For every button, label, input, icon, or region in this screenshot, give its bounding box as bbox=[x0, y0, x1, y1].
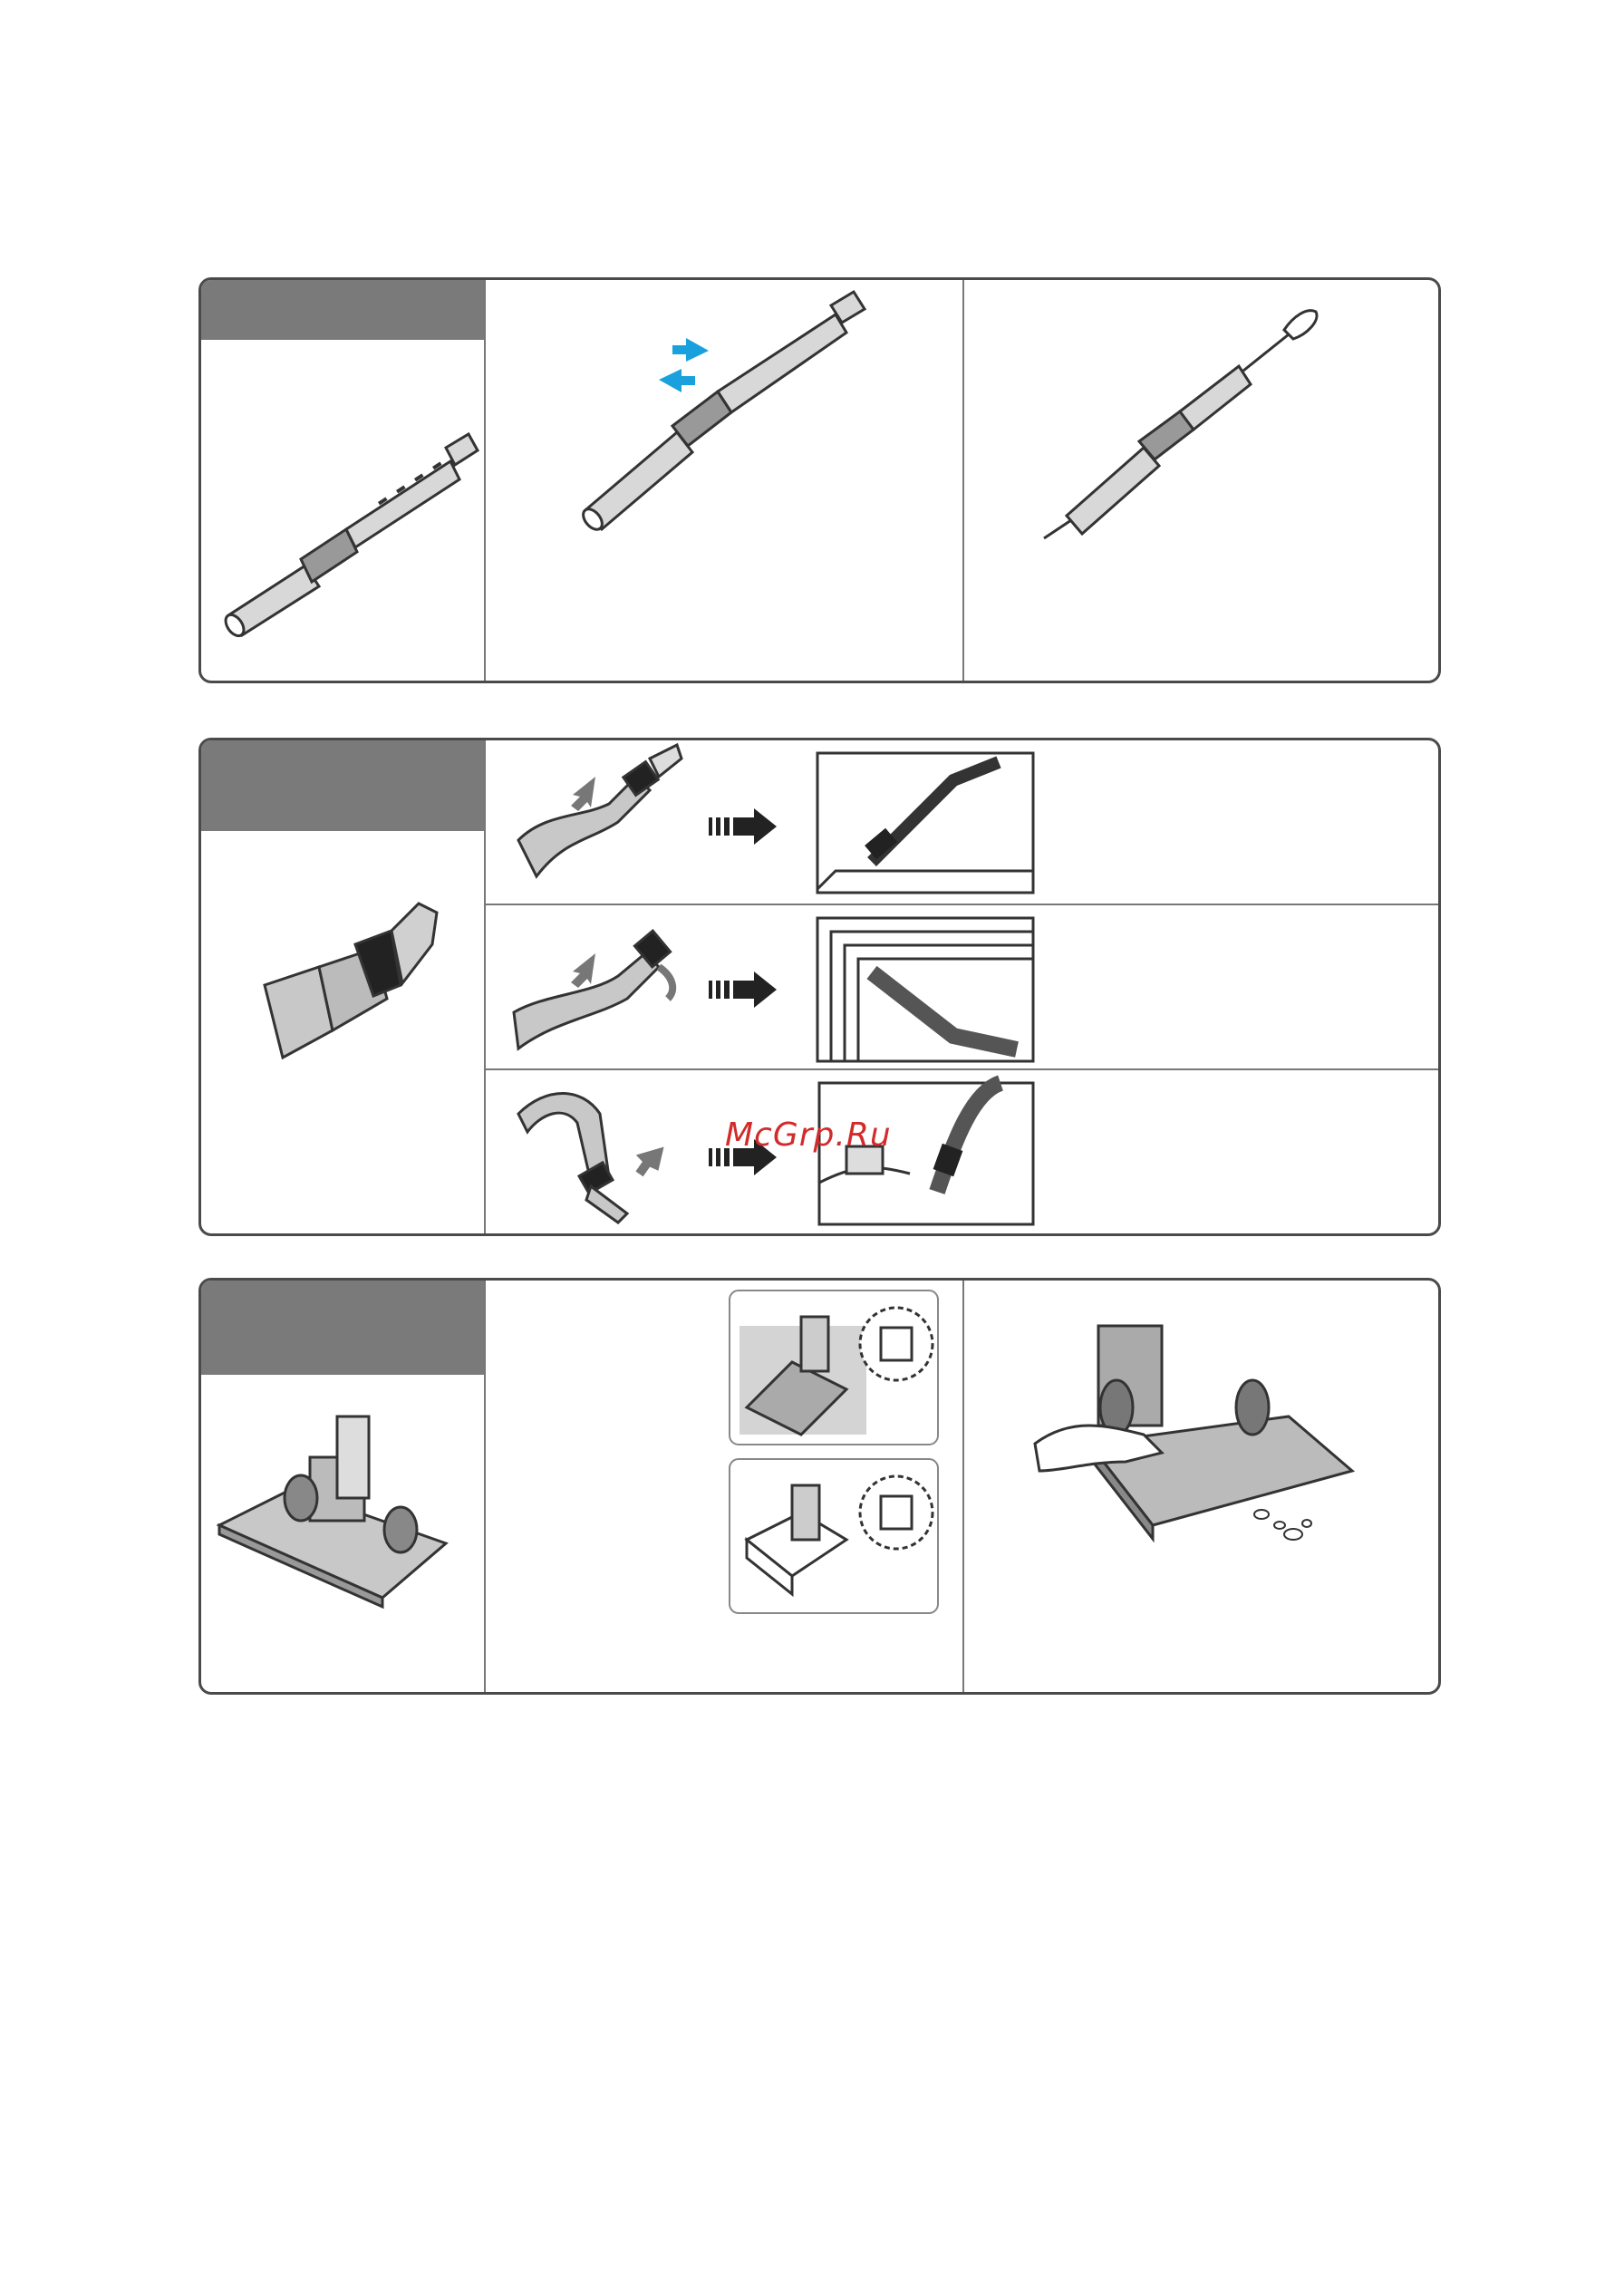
section-tab-crevice bbox=[201, 740, 484, 831]
section-tab-floor-brush bbox=[201, 1281, 484, 1375]
carpet-mode-icon bbox=[729, 1290, 939, 1445]
transition-arrow-2 bbox=[709, 972, 781, 1008]
crevice-rotate-icon bbox=[509, 913, 691, 1062]
floor-mode-icon bbox=[729, 1458, 939, 1614]
use-window-frame-icon bbox=[817, 918, 1033, 1061]
panel-floor-brush bbox=[198, 1278, 1441, 1695]
panel-crevice-tool bbox=[198, 738, 1441, 1236]
panel-telescopic-pipe bbox=[198, 277, 1441, 683]
brush-clean-icon bbox=[1035, 1308, 1379, 1571]
transition-arrow-1 bbox=[709, 808, 781, 845]
pipe-adjust-icon bbox=[582, 296, 872, 532]
floor-brush-icon bbox=[219, 1416, 473, 1634]
use-corner-icon bbox=[817, 753, 1033, 893]
crevice-store-icon bbox=[509, 1078, 691, 1227]
crevice-tool-icon bbox=[246, 894, 455, 1076]
pipe-unclog-icon bbox=[1044, 280, 1334, 552]
stored-on-vacuum-icon bbox=[819, 1083, 1033, 1224]
section-tab-pipe bbox=[201, 280, 484, 340]
pipe-icon bbox=[219, 371, 482, 643]
crevice-attach-icon bbox=[509, 749, 691, 894]
watermark: McGrp.Ru bbox=[725, 1116, 892, 1154]
